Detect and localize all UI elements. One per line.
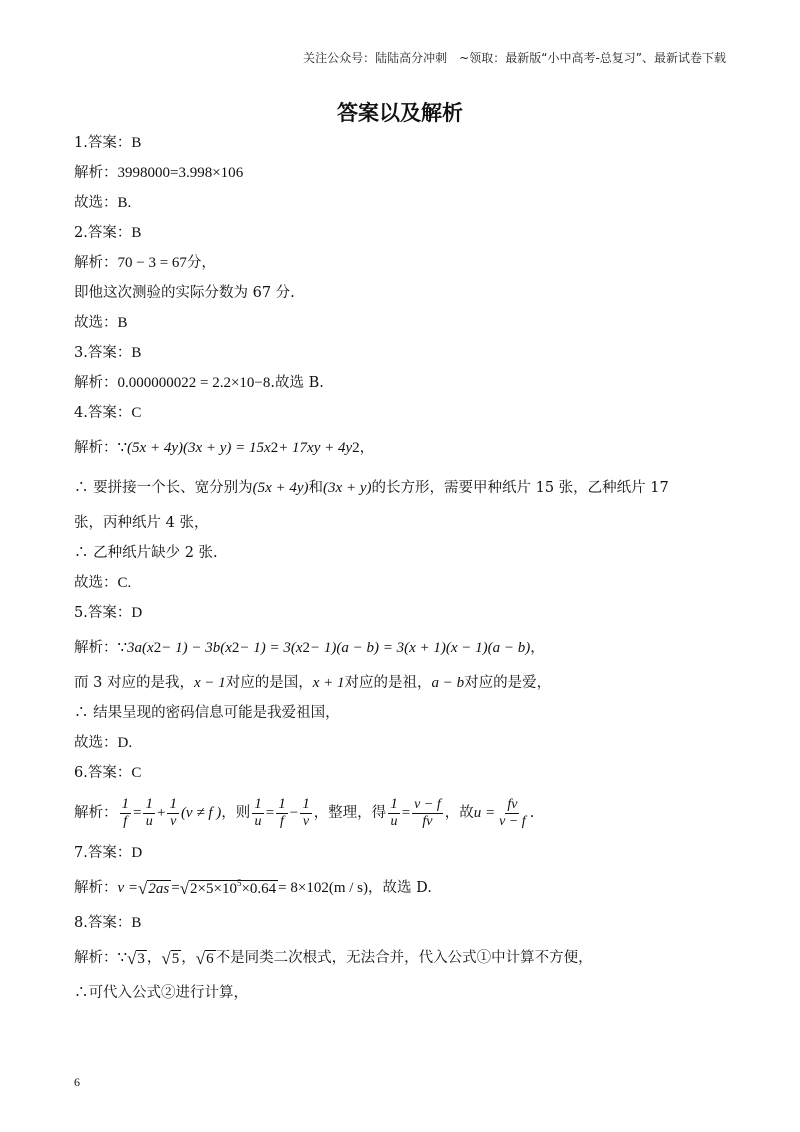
q1-answer: [74, 128, 734, 158]
q6-num: 6.: [74, 764, 88, 781]
q7-tail: ，故选 D.: [368, 879, 432, 896]
q1-rhs: 3.998×10: [178, 164, 236, 181]
q5-answer: [74, 598, 734, 628]
q6-eq2: =: [265, 804, 275, 821]
q7-answer-value: D: [131, 844, 143, 861]
q6-sep3: ，故: [444, 804, 474, 821]
q4-expr: (5x + 4y)(3x + y) = 15x: [127, 439, 271, 456]
choose-label: 故选：: [74, 314, 118, 331]
q4-line1-b: 和: [308, 479, 324, 496]
q3-tail: .故选 B.: [270, 374, 324, 391]
q3-expr: 0.000000022 = 2.2×10: [117, 374, 255, 391]
q1-lhs: 3998000: [117, 164, 170, 181]
q2-analysis: [74, 248, 734, 278]
choose-label: 故选：: [74, 734, 118, 751]
q5-comma: ，: [530, 639, 545, 656]
q6-answer: [74, 758, 734, 788]
answer-body: [74, 128, 734, 1008]
q3-num: 3.: [74, 344, 88, 361]
q5-map-f1: x − 1: [193, 674, 226, 691]
q8-answer-value: B: [131, 914, 142, 931]
q4-choose: [74, 568, 734, 598]
q3-analysis: 解析： 0.000000022 = 2.2×10 −8 .故选 B.: [74, 374, 324, 391]
q5-mapping: [74, 668, 734, 698]
analysis-label: 解析：: [74, 639, 118, 656]
q4-expr2: + 17xy + 4y: [278, 439, 353, 456]
q2-num: 2.: [74, 224, 88, 241]
sqrt-product: √ $2\times 5\times 10^5\times 0.64$: [179, 877, 277, 898]
q1-num: 1.: [74, 134, 88, 151]
q5-map-c: 对应的是祖，: [344, 674, 432, 691]
header-note: 关注公众号：陆陆高分冲刺 ~领取：最新版“小中高考-总复习”、最新试卷下载: [303, 51, 726, 65]
q1-analysis: 解析： 3998000 = 3.998×10 6: [74, 164, 244, 181]
q2-choose: [74, 308, 734, 338]
q8-sep1: ，: [146, 949, 162, 966]
q4-analysis: 解析： ∵ (5x + 4y)(3x + y) = 15x 2 + 17xy + 4y 2 ，: [74, 439, 375, 456]
q6-condition: (v ≠ f ): [180, 804, 222, 821]
q4-choose-value: C.: [117, 574, 132, 591]
q4-line2-text: 张，丙种纸片 4 张，: [74, 514, 209, 531]
q1-choose-value: B.: [117, 194, 132, 211]
answer-label: 答案：: [87, 224, 132, 241]
answer-label: 答案：: [87, 134, 132, 151]
q1-answer-value: B: [131, 134, 142, 151]
q4-line1-a: ∴ 要拼接一个长、宽分别为: [74, 479, 253, 496]
q7-num: 7.: [74, 844, 88, 861]
analysis-label: 解析：: [74, 949, 118, 966]
q2-expr: 70 − 3 = 67: [117, 254, 187, 271]
q3-answer-value: B: [131, 344, 142, 361]
analysis-label: 解析：: [74, 804, 118, 821]
analysis-label: 解析：: [74, 879, 118, 896]
q8-analysis: [74, 938, 734, 978]
answer-label: 答案：: [87, 404, 132, 421]
q1-choose: [74, 188, 734, 218]
q4-because: ∵: [117, 439, 128, 456]
q5-e4: − 1)(a − b) = 3(x + 1)(x − 1)(a − b): [310, 639, 531, 656]
answer-label: 答案：: [87, 914, 132, 931]
q8-answer: [74, 908, 734, 938]
fraction-fv-over-v-minus-f: $\frac{fv}{v - f}$: [499, 796, 526, 829]
q4-line1-f2: (3x + y): [323, 479, 372, 496]
q6-analysis: [74, 788, 734, 838]
answer-label: 答案：: [87, 344, 132, 361]
q7-unit: (m / s): [328, 879, 369, 896]
fraction-1-over-f: $\frac{1}{f}$: [121, 796, 129, 829]
q2-answer-value: B: [131, 224, 142, 241]
q8-because: ∵: [117, 949, 128, 966]
fraction-v-minus-f-over-fv: $\frac{v - f}{fv}$: [414, 796, 441, 829]
answer-label: 答案：: [87, 844, 132, 861]
q5-choose: [74, 728, 734, 758]
q6-eq1: =: [133, 804, 142, 821]
q4-line3: [74, 538, 734, 568]
q2-conclusion: [74, 278, 734, 308]
fraction-1-over-u: $\frac{1}{u}$: [145, 796, 153, 829]
q6-plus: +: [156, 804, 166, 821]
page-number: 6: [74, 1075, 80, 1089]
sqrt-6: √ 6: [195, 948, 214, 968]
answer-label: 答案：: [87, 764, 132, 781]
q5-num: 5.: [74, 604, 88, 621]
choose-label: 故选：: [74, 194, 118, 211]
q6-end: .: [529, 804, 535, 821]
q5-map-d: 对应的是爱，: [464, 674, 552, 691]
page-title: 答案以及解析: [337, 101, 463, 125]
q7-eq: =: [171, 879, 180, 896]
q5-choose-value: D.: [117, 734, 133, 751]
q4-num: 4.: [74, 404, 88, 421]
q4-line1-c: 的长方形，需要甲种纸片 15 张，乙种纸片 17: [371, 479, 669, 496]
q8-sep2: ，: [181, 949, 196, 966]
q5-map-f2: x + 1: [312, 674, 345, 691]
q5-map-b: 对应的是国，: [225, 674, 313, 691]
q4-line1-f1: (5x + 4y): [252, 479, 309, 496]
q4-line2: [74, 508, 734, 538]
q1-eq: =: [170, 164, 179, 181]
q5-answer-value: D: [131, 604, 143, 621]
q6-minus: −: [289, 804, 299, 821]
q2-answer: [74, 218, 734, 248]
q4-answer: [74, 398, 734, 428]
q7-answer: [74, 838, 734, 868]
q5-analysis: 解析： ∵ 3a(x 2 − 1) − 3b(x 2 − 1) = 3(x 2 − 1)(a − b) = 3(x + 1)(x − 1)(a − b) ，: [74, 639, 545, 656]
analysis-label: 解析：: [74, 254, 118, 271]
q5-result-text: ∴ 结果呈现的密码信息可能是我爱祖国，: [74, 704, 340, 721]
q6-sep2: ，整理，得: [313, 804, 387, 821]
q5-map-a: 而 3 对应的是我，: [74, 674, 194, 691]
q6-eq3: =: [401, 804, 411, 821]
fraction-1-over-u-3: $\frac{1}{u}$: [390, 796, 398, 829]
analysis-label: 解析：: [74, 164, 118, 181]
q4-line1: [74, 468, 734, 508]
fraction-1-over-v: $\frac{1}{v}$: [169, 796, 177, 829]
q4-line3-text: ∴ 乙种纸片缺少 2 张.: [74, 544, 218, 561]
q8-text1: 不是同类二次根式，无法合并，代入公式①中计算不方便，: [215, 949, 593, 966]
choose-label: 故选：: [74, 574, 118, 591]
q5-e1: 3a(x: [127, 639, 154, 656]
analysis-label: 解析：: [74, 439, 118, 456]
q3-answer: [74, 338, 734, 368]
sqrt-2as: √ 2as: [138, 878, 170, 898]
q8-text2: ∴可代入公式②进行计算，: [74, 984, 248, 1001]
q7-rhs: = 8×10: [278, 879, 322, 896]
fraction-1-over-u-2: $\frac{1}{u}$: [254, 796, 262, 829]
q4-answer-value: C: [131, 404, 142, 421]
q5-e2: − 1) − 3b(x: [161, 639, 232, 656]
q7-analysis: 解析： v = √ 2as = √ $2\times 5\times 10^5\times 0.64$ = 8×10 2 (m / s) ，故选 D.: [74, 877, 432, 898]
fraction-1-over-f-2: $\frac{1}{f}$: [278, 796, 286, 829]
q5-because: ∵: [117, 639, 128, 656]
q5-result: [74, 698, 734, 728]
fraction-1-over-v-2: $\frac{1}{v}$: [302, 796, 310, 829]
q6-sep1: ，则: [221, 804, 251, 821]
q7-lhs: v =: [117, 879, 139, 896]
q2-choose-value: B: [117, 314, 128, 331]
q8-line2: [74, 978, 734, 1008]
q8-num: 8.: [74, 914, 88, 931]
sqrt-5: √ 5: [161, 948, 180, 968]
analysis-label: 解析：: [74, 374, 118, 391]
answer-label: 答案：: [87, 604, 132, 621]
q2-conclusion-text: 即他这次测验的实际分数为 67 分.: [74, 284, 295, 301]
q6-answer-value: C: [131, 764, 142, 781]
q6-lhs4: u =: [473, 804, 496, 821]
q4-comma: ，: [359, 439, 375, 456]
q2-unit: 分，: [186, 254, 216, 271]
sqrt-3: √ 3: [127, 948, 145, 968]
q5-map-f3: a − b: [431, 674, 465, 691]
q5-e3: − 1) = 3(x: [239, 639, 303, 656]
